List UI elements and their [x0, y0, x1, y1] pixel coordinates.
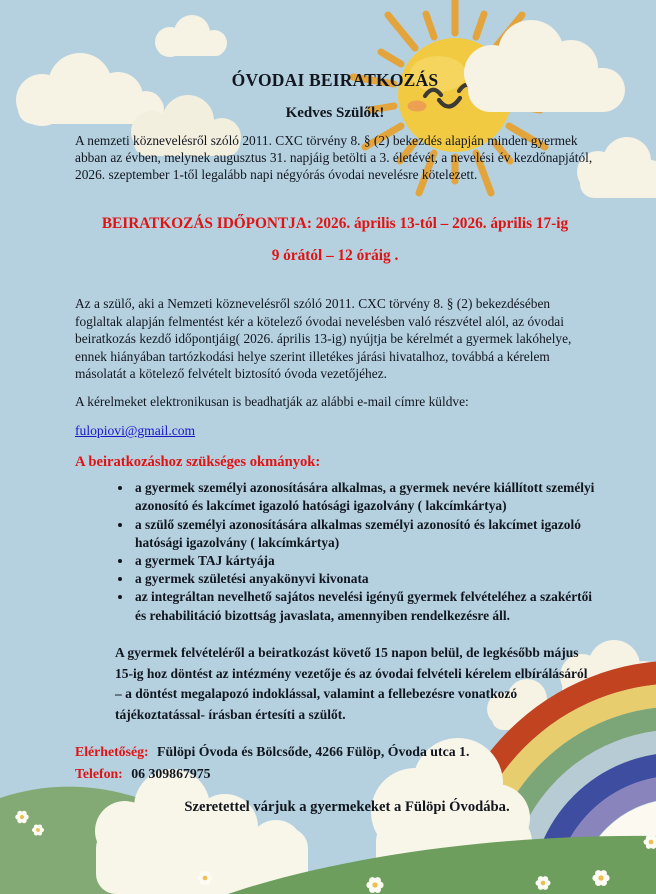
document-list-item: • a szülő személyi azonosítására alkalmas személyi azonosító és lakcímet igazoló hatósági igazolvány ( lakcímkártya) [133, 516, 595, 552]
email-link[interactable]: fulopiovi@gmail.com [75, 423, 196, 439]
phone-label: Telefon: [75, 765, 123, 781]
exemption-paragraph: Az a szülő, aki a Nemzeti köznevelésről szóló 2011. CXC törvény 8. § (2) bekezdésében foglaltak alapján felmentést kér a kötelező óvodai nevelésben való részvétel alól, az óvodai beiratkozás kezdő időpontjáig( 2026. április 13-ig) nyújtja be kérelmét a gyermek lakóhelye, ennek hiányában tartózkodási helye szerint illetékes járási hivatalhoz, továbbá a kérelem másolatát a kötelező felvételt biztosító óvoda vezetőjéhez. [75, 296, 572, 382]
document-list-item: • a gyermek személyi azonosítására alkalmas, a gyermek nevére kiállított személyi azonosító és lakcímet igazoló hatósági igazolvány ( lakcímkártya) [133, 479, 595, 515]
contact-label: Elérhetőség: [75, 744, 149, 760]
document-list-item: • a gyermek TAJ kártyája [133, 552, 595, 570]
document-list-item: • az integráltan nevelhető sajátos nevelési igényű gyermek felvételéhez a szakértői és rehabilitáció bizottság javaslata, amennyiben rendelkezésre áll. [133, 588, 595, 624]
greeting-line: Kedves Szülők! [285, 105, 385, 121]
email-intro-line: A kérelmeket elektronikusan is beadhatják az alábbi e-mail címre küldve: [75, 394, 469, 410]
documents-list [75, 479, 595, 625]
contact-line [75, 741, 595, 763]
page-title: ÓVODAI BEIRATKOZÁS [231, 70, 439, 90]
decision-paragraph: A gyermek felvételéről a beiratkozást követő 15 napon belül, de legkésőbb május 15-ig hoz döntést az intézmény vezetője és az óvodai felvételi kérelem elbírálásáról – a döntést megalapozó indoklással, valamint a fellebezésre vonatkozó tájékoztatással- írásban értesíti a szülőt. [115, 644, 588, 723]
phone-value: 06 309867975 [131, 765, 211, 781]
contact-value: Fülöpi Óvoda és Bölcsőde, 4266 Fülöp, Óvoda utca 1. [157, 744, 470, 760]
phone-line [75, 763, 595, 785]
closing-line: Szeretettel várjuk a gyermekeket a Fülöpi Óvodába. [184, 799, 510, 816]
schedule-line-2: 9 órától – 12 óráig . [271, 247, 399, 265]
documents-heading: A beiratkozáshoz szükséges okmányok: [75, 454, 321, 471]
intro-paragraph: A nemzeti köznevelésről szóló 2011. CXC törvény 8. § (2) bekezdés alapján minden gyermek abban az évben, melynek augusztus 31. napjáig betölti a 3. életévét, a nevelési év kezdőnapjától, 2026. szeptember 1-től legalább napi négyórás óvodai nevelésre kötelezett. [75, 133, 593, 182]
flyer-content [75, 0, 595, 817]
schedule-line-1: BEIRATKOZÁS IDŐPONTJA: 2026. április 13-tól – 2026. április 17-ig [101, 215, 569, 233]
document-list-item: • a gyermek születési anyakönyvi kivonata [133, 570, 595, 588]
